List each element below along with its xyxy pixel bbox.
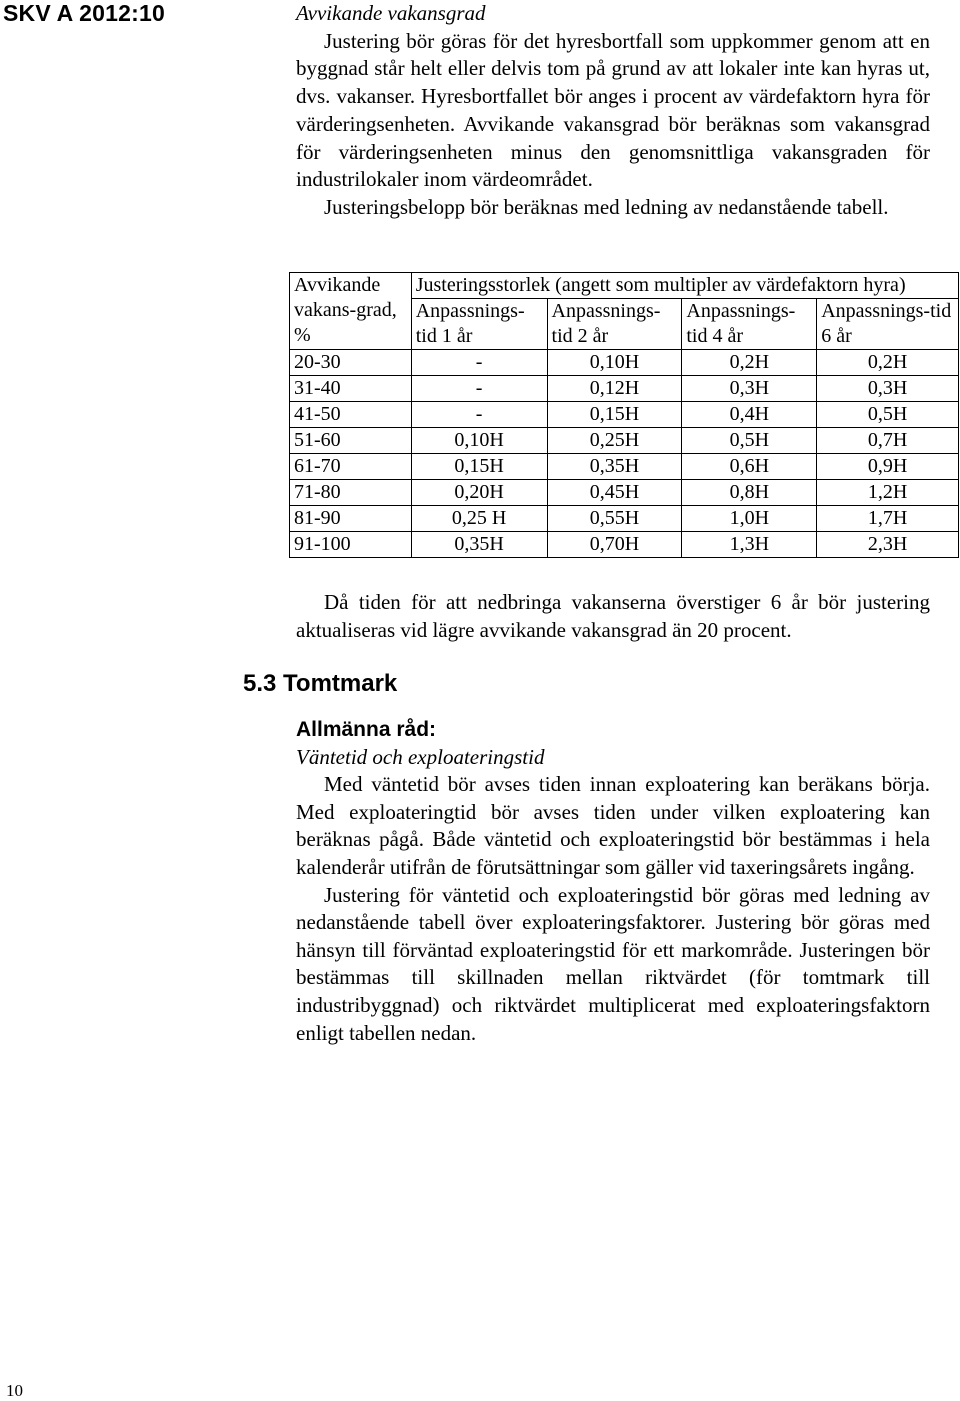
table-cell: 0,2H <box>682 350 817 376</box>
table-cell: 0,5H <box>817 402 959 428</box>
subheading-vakansgrad: Avvikande vakansgrad <box>296 1 486 25</box>
table-row <box>290 350 959 376</box>
table-cell: 0,12H <box>547 376 682 402</box>
table-cell: 0,20H <box>411 480 547 506</box>
paragraph-after-table: Då tiden för att nedbringa vakanserna överstiger 6 år bör justering aktualiseras vid lägre avvikande vakansgrad än 20 procent. <box>296 590 930 642</box>
table-cell: 0,15H <box>547 402 682 428</box>
table-header-row <box>290 273 959 299</box>
table-cell: 0,7H <box>817 428 959 454</box>
table-row <box>290 402 959 428</box>
table-row <box>290 506 959 532</box>
table-row <box>290 454 959 480</box>
header-vakansgrad: Avvikande vakans-grad, % <box>290 273 412 350</box>
table-cell: 2,3H <box>817 532 959 558</box>
table-cell: 20-30 <box>290 350 412 376</box>
table-cell: 51-60 <box>290 428 412 454</box>
table-row <box>290 532 959 558</box>
table-cell: 0,3H <box>817 376 959 402</box>
section-tomtmark <box>296 716 930 1047</box>
paragraph-tomtmark-2: Justering för väntetid och exploateringstid bör göras med ledning av nedanstående tabell över exploateringsfaktorer. Justering bör göras med hänsyn till förväntad exploateringstid för ett markområde. Justeringen bör bestämmas till skillnaden mellan riktvärdet (för tomtmark till industribyggnad) och riktvärdet multiplicerat med exploateringsfaktorn enligt tabellen nedan. <box>296 882 930 1045</box>
paragraph-tomtmark-1: Med väntetid bör avses tiden innan exploatering kan beräkans börja. Med exploateringtid bör avses tiden under vilken exploatering kan beräknas pågå. Både väntetid och exploateringstid bör bestämmas i hela kalenderår utifrån de förutsättningar som gäller vid taxeringsårets ingång. <box>296 772 930 879</box>
header-justeringsstorlek: Justeringsstorlek (angett som multipler av värdefaktorn hyra) <box>411 273 958 299</box>
table-row <box>290 480 959 506</box>
table-cell: 0,6H <box>682 454 817 480</box>
header-anpassningstid-2: Anpassnings-tid 2 år <box>547 299 682 350</box>
paragraph-vakansgrad-1: Justering bör göras för det hyresbortfall som uppkommer genom att en byggnad står helt eller delvis tom på grund av att lokaler inte kan hyras ut, dvs. vakanser. Hyresbortfallet bör anges i procent av värdefaktorn hyra för värderingsenheten. Avvikande vakansgrad bör beräknas som vakansgrad för värderingsenheten minus den genomsnittliga vakansgraden för industrilokaler inom värdeområdet. <box>296 28 930 192</box>
table-cell: 81-90 <box>290 506 412 532</box>
section-heading: 5.3 Tomtmark <box>243 670 398 697</box>
table-cell: 0,10H <box>547 350 682 376</box>
table-cell: 0,4H <box>682 402 817 428</box>
table-cell: 71-80 <box>290 480 412 506</box>
table-cell: 0,55H <box>547 506 682 532</box>
table-cell: 0,9H <box>817 454 959 480</box>
table-cell: 31-40 <box>290 376 412 402</box>
table-cell: 0,3H <box>682 376 817 402</box>
table-cell: 1,3H <box>682 532 817 558</box>
table-cell: 0,2H <box>817 350 959 376</box>
page-number: 10 <box>6 1381 23 1400</box>
table-cell: 0,25H <box>547 428 682 454</box>
table-cell: 0,5H <box>682 428 817 454</box>
table-cell: 1,2H <box>817 480 959 506</box>
table-cell: 0,35H <box>547 454 682 480</box>
table-cell: 91-100 <box>290 532 412 558</box>
table-cell: - <box>411 376 547 402</box>
header-anpassningstid-1: Anpassnings-tid 1 år <box>411 299 547 350</box>
table-cell: 0,70H <box>547 532 682 558</box>
document-id: SKV A 2012:10 <box>3 0 165 26</box>
table-cell: - <box>411 350 547 376</box>
table-row <box>290 376 959 402</box>
after-table-text <box>296 589 930 644</box>
table-row <box>290 428 959 454</box>
adjustment-table <box>289 272 959 558</box>
table-cell: 0,10H <box>411 428 547 454</box>
table-cell: 0,8H <box>682 480 817 506</box>
table-cell: 61-70 <box>290 454 412 480</box>
table-cell: 0,25 H <box>411 506 547 532</box>
section-vakansgrad <box>296 0 930 222</box>
table-cell: 0,15H <box>411 454 547 480</box>
table-cell: 0,35H <box>411 532 547 558</box>
advice-label: Allmänna råd: <box>296 718 437 741</box>
header-anpassningstid-6: Anpassnings-tid 6 år <box>817 299 959 350</box>
table-cell: 0,45H <box>547 480 682 506</box>
table-cell: 1,7H <box>817 506 959 532</box>
table-cell: - <box>411 402 547 428</box>
table-cell: 1,0H <box>682 506 817 532</box>
subheading-vantetid: Väntetid och exploateringstid <box>296 744 545 769</box>
paragraph-vakansgrad-2: Justeringsbelopp bör beräknas med ledning av nedanstående tabell. <box>324 194 889 219</box>
header-anpassningstid-4: Anpassnings-tid 4 år <box>682 299 817 350</box>
table-cell: 41-50 <box>290 402 412 428</box>
